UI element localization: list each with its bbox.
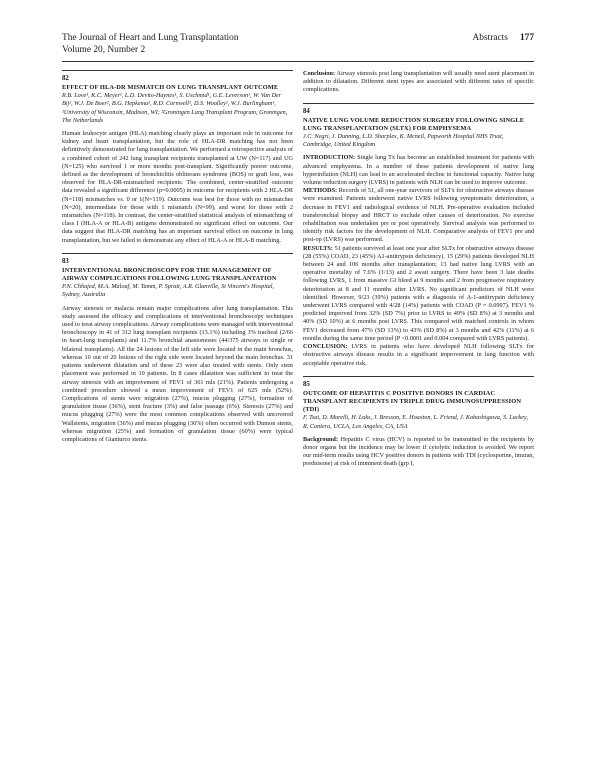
- abstract-title: OUTCOME OF HEPATITIS C POSITIVE DONORS IN CARDIAC TRANSPLANT RECIPIENTS IN TRIPLE DRUG IMMUNOSUPPRESSION (TDI): [303, 389, 522, 414]
- abstract-authors: P.N. Chhajed, M.A. Malouf, M. Tamm, P. Spratt, A.R. Glanville, St Vincent's Hospital, Sydney, Australia: [62, 283, 275, 299]
- header-rule: [62, 61, 534, 62]
- abstract-number: 82: [62, 70, 293, 82]
- abstract-authors: F. Tsai, D. Marelli, H. Laks, J. Bresson, E. Hoaxton, L. Friend, J. Kobashigawa, S. Lackey, R. Cantera, UCLA, Los Angeles, CA, USA: [303, 414, 528, 430]
- background-text: Hepatitis C virus (HCV) is reported to be transmitted to the recipients by donor organs but the incidence may be lower if cytolytic induction is avoided. We report our mid-term results using HCV positive donors in patients with TDI (cyclosporine, imuran, prednisone) at risk of imminent death (grp I,: [303, 435, 535, 468]
- abstract-82: [62, 70, 293, 245]
- abstract-authors: R.B. Love¹, K.C. Meyer¹, L.D. Devito-Haynes¹, S. Uschmid¹, G.E. Leverson¹, W. Van Der Bij², W.J. De Boer², B.G. Hepkema², R.D. Cornwell¹, D.S. Woolley¹, W.J. Burlingham¹, ¹University of Wisconsin, Madison, WI; ²Groningen Lung Transplant Program, Groningen, The Netherlands: [62, 92, 288, 124]
- abstract-number: 84: [303, 103, 534, 115]
- methods-paragraph: [303, 187, 534, 244]
- introduction-text: Single lung Tx has become an established treatment for patients with advanced emphysema. In a number of these patients development of native lung hyperinflation (NLH) can lead to an accelerated decline in functional capacity. Native lung volume reduction surgery (LVRS) in patients with NLH can be used to improve outcome.: [303, 154, 534, 187]
- left-column: [62, 70, 293, 452]
- methods-text: Records of 51, all one-year survivors of SLTx for obstructive airways disease were examined. Patients underwent native LVRS following symptomatic deterioration, a decrease in FEV1 and radiological evidence of NLH. Pre-operative evaluation included transbronchial biopsy and HRCT to exclude other causes of deterioration. No exercise rehabilitation was undertaken pre or post operatively. Survival analysis was performed to identify risk factors for the development of NLH. Comparative analysis of FEV1 pre and post-op (LVRS) was performed.: [303, 187, 534, 244]
- results-paragraph: [303, 245, 534, 343]
- methods-label: METHODS:: [303, 187, 338, 195]
- page-number: 177: [519, 33, 534, 43]
- introduction-paragraph: [303, 154, 534, 187]
- section-name: Abstracts: [472, 33, 508, 43]
- abstract-body: [303, 154, 534, 367]
- abstract-authors: J.C. Negri, J. Dunning, L.D. Sharples, K. Mcneil, Papworth Hospital NHS Trust, Cambridge, United Kingdom: [303, 133, 504, 149]
- abstract-body: [303, 436, 534, 469]
- abstract-number: 83: [62, 253, 293, 265]
- running-header-right: [473, 33, 534, 43]
- results-label: RESULTS:: [303, 244, 333, 252]
- results-text: 51 patients survived at least one year after SLTx for obstructive airways disease (28 (55%) COAD, 23 (45%) A1-antitrypsin deficiency). 15 (29%) patients developed NLH between 24 and 106 months after transplantation; 13 had native lung LVRS with an operative mortality of 7.6% (1/13) and 2 await surgery. There have been 3 late deaths following LVRS, 1 from massive GI bleed at 9 months and 2 from progressive respiratory deterioration at 8 and 11 months after LVRS. No significant predictors of NLH were identified. However, 9/23 (39%) patients with a diagnosis of A-1-antitrypsin deficiency underwent LVRS compared with 4/28 (14%) patients with COAD (P = 0.0997). FEV1 % predicted improved from 32% (SD 7%) prior to LVRS to 49% (SD 8%) at 3 months and 40% (SD 10%) at 6 months post LVRS. This compared with matched controls in whom FEV1 decreased from 47% (SD 13%) to 43% (SD 8%) at 3 months and 42% (11%) at 6 months during the same time period (P <0.0001 and 0.004 compared with LVRS patients).: [303, 244, 535, 342]
- abstract-number: 85: [303, 376, 534, 388]
- conclusion-paragraph: [303, 343, 534, 368]
- abstract-title: NATIVE LUNG VOLUME REDUCTION SURGERY FOLLOWING SINGLE LUNG TRANSPLANTATION (SLTX) FOR EMPHYSEMA: [303, 116, 525, 132]
- abstract-84: [303, 103, 534, 368]
- conclusion-text: Airway stenosis post lung transplantation will usually need stent placement in addition to dilatation. Different stent types are associated with different rates of specific complications.: [303, 70, 534, 94]
- conclusion-label: CONCLUSION:: [303, 343, 348, 351]
- conclusion-label: Conclusion:: [303, 70, 335, 77]
- journal-volume: Volume 20, Number 2: [62, 44, 146, 55]
- running-header-left: [62, 33, 239, 56]
- journal-title: The Journal of Heart and Lung Transplantation: [62, 33, 239, 43]
- abstract-body: Airway stenosis or malacia remain major complications after lung transplantation. This study assessed the efficacy and complications of interventional bronchoscopy techniques used to treat airway complications. Airway complications were managed with interventional bronchoscopy in 41 of 312 lung transplant recipients (13.1%) including 3% tracheal (2/66 in heart-lung transplants) and 11.7% bronchial anastomoses (44/375 airways in single or bilateral transplants). All the 24 lesions of the left side were located in the main bronchus, whereas 10 out of 20 lesions of the right side were located beyond the main bronchus. 31 patients underwent dilatation and of these 23 were also treated with stents. Only stent placement was performed in 10 patients. In 8 cases dilatation was sufficient to treat the airway stenosis with an improvement of FEV1 of 361 mls (21%). Patients undergoing a combined procedure showed a mean improvement of FEV1 of 625 mls (52%). Complications of stents were migration (27%), mucus plugging (27%), formation of granulation tissue (36%), stent fracture (3%) and false passage (6%). Stenosis (27%) and mucus plugging (27%) were the most common complications observed with uncovered Wallstents, migration (36%) and mucus plugging (36%) often occurred with Dumon stents, whereas migration (25%) and formation of granulation tissue (60%) were typical complications of Gianturco stents.: [62, 304, 293, 443]
- background-label: Background:: [303, 435, 338, 443]
- abstract-83-conclusion: [303, 70, 534, 95]
- abstract-83: [62, 253, 293, 444]
- introduction-label: INTRODUCTION:: [303, 154, 356, 162]
- abstract-85: [303, 376, 534, 469]
- conclusion-text: LVRS in patients who have developed NLH following SLTx for obstructive airways disease results in a significant improvement in lung function with acceptable operative risk.: [303, 343, 534, 367]
- right-column: [303, 70, 534, 477]
- abstract-body: Human leukocyte antigen (HLA) matching clearly plays an important role in outcome for kidney and heart transplantation, but the role of HLA-DR matching has not been definitively demonstrated for lung transplantation. We performed a retrospective analysis of a combined cohort of 242 lung transplant recipients transplanted at UW (N=117) and UG (N=125) who survived 1 or more months post-transplant. Significantly poorer outcome, defined as the development of bronchiolitis obliterans syndrome (BOS) or graft loss, was observed for HLA-DR-mismatched recipients. The combined, center-stratified outcome data revealed a significant difference (p=0.0005) in outcome for recipients with 2 HLA-DR (N=118) mismatches vs. 0 or 1(N=119). Outcome was best for those with no mismatches (N=20), intermediate for those with 1 mismatch (N=99), and worst for those with 2 mismatches (N=118). In contrast, the center-stratified statistical analysis of mismatching of class I (HLA-A or HLA-B) antigens demonstrated no significant effect on outcome. Our data suggest that HLA-DR matching has an important survival effect on outcome in lung transplantation, but we failed to demonstrate any effect of HLA-A or HLA-B matching.: [62, 130, 293, 244]
- abstract-title: INTERVENTIONAL BRONCHOSCOPY FOR THE MANAGEMENT OF AIRWAY COMPLICATIONS FOLLOWING LUNG TRANSPLANTATION: [62, 266, 277, 283]
- abstract-title: EFFECT OF HLA-DR MISMATCH ON LUNG TRANSPLANT OUTCOME: [62, 84, 279, 91]
